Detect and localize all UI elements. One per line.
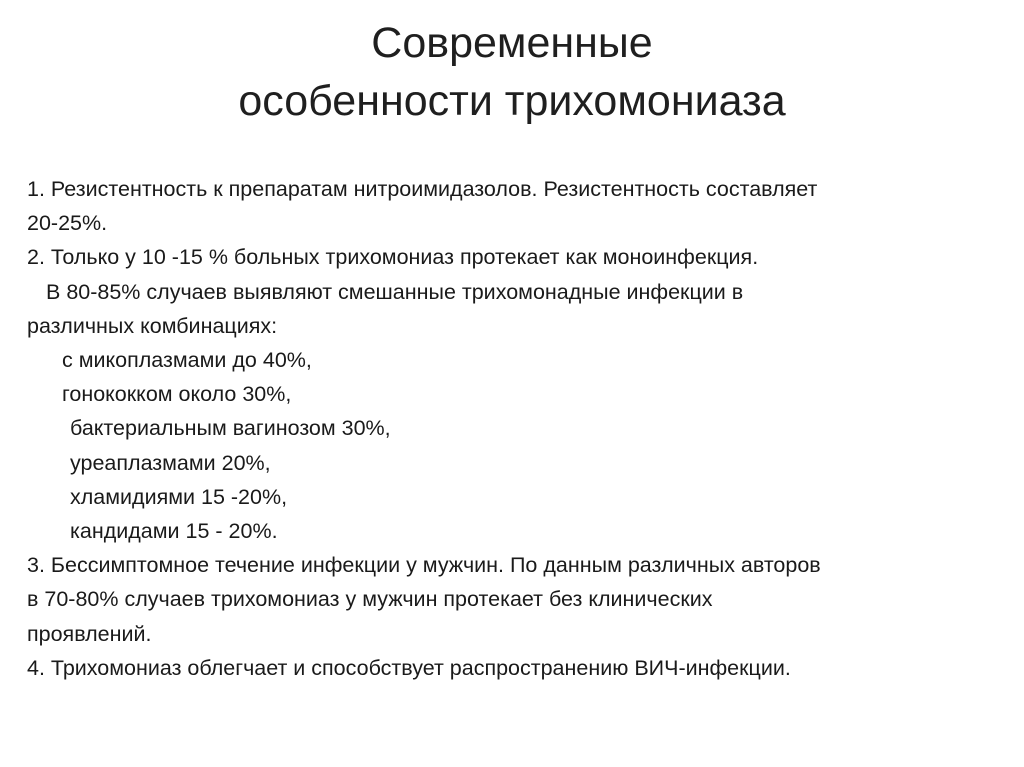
sub-item-gonococcus: гонококком около 30%,: [62, 382, 292, 407]
list-item-3-line-1: 3. Бессимптомное течение инфекции у мужчин. По данным различных авторов: [27, 553, 821, 578]
title-line-1: Современные: [371, 19, 653, 67]
list-item-2-line-1: 2. Только у 10 -15 % больных трихомониаз протекает как моноинфекция.: [27, 245, 759, 270]
list-item-2-line-3: различных комбинациях:: [27, 313, 278, 338]
list-item-4-line-1: 4. Трихомониаз облегчает и способствует распространению ВИЧ-инфекции.: [27, 655, 791, 680]
sub-item-ureaplasma: уреаплазмами 20%,: [70, 450, 271, 475]
sub-item-bacterial-vaginosis: бактериальным вагинозом 30%,: [70, 416, 391, 441]
list-item-2-line-2: В 80-85% случаев выявляют смешанные трихомонадные инфекции в: [46, 279, 744, 304]
sub-item-chlamydia: хламидиями 15 -20%,: [70, 484, 288, 509]
title-line-2: особенности трихомониаза: [238, 77, 786, 125]
list-item-1-line-1: 1. Резистентность к препаратам нитроимидазолов. Резистентность составляет: [27, 177, 818, 201]
list-item-3-line-3: проявлений.: [27, 621, 152, 646]
list-item-1-line-2: 20-25%.: [27, 211, 108, 236]
list-item-3-line-2: в 70-80% случаев трихомониаз у мужчин протекает без клинических: [27, 587, 713, 612]
slide-body: [27, 172, 1017, 685]
slide-title: [0, 14, 1024, 130]
sub-item-mycoplasma: с микоплазмами до 40%,: [62, 348, 312, 373]
sub-item-candida: кандидами 15 - 20%.: [70, 519, 278, 544]
